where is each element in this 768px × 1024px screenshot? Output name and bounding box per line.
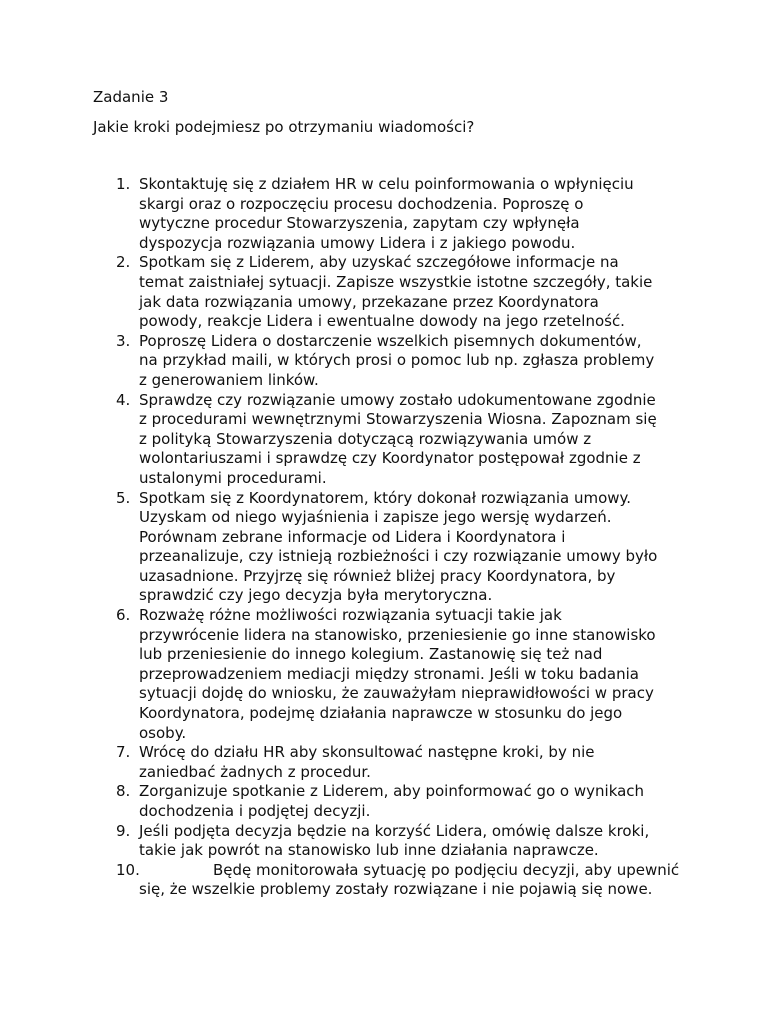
- list-item-text: [139, 743, 693, 782]
- list-item-line: takie jak powrót na stanowisko lub inne działania naprawcze.: [139, 841, 599, 860]
- document-title: Zadanie 3: [93, 88, 169, 106]
- list-item-number: 10.: [116, 860, 140, 879]
- list-item-line: Porównam zebrane informacje od Lidera i Koordynatora i: [139, 527, 566, 546]
- list-item-line: Koordynatora, podejmę działania naprawcze w stosunku do jego: [139, 704, 623, 723]
- list-item-text: [139, 861, 693, 900]
- list-item-line: Uzyskam od niego wyjaśnienia i zapisze jego wersję wydarzeń.: [139, 508, 612, 527]
- list-item-line: lub przeniesienie do innego kolegium. Zastanowię się też nad: [139, 645, 603, 664]
- list-item-line: Wrócę do działu HR aby skonsultować następne kroki, by nie: [139, 743, 595, 762]
- list-item: [93, 391, 693, 489]
- list-item-text: [139, 489, 693, 607]
- list-item-text: [139, 175, 693, 253]
- list-item-line: Jeśli podjęta decyzja będzie na korzyść Lidera, omówię dalsze kroki,: [139, 821, 650, 840]
- list-item-number: 9.: [116, 821, 131, 840]
- list-item-number: 6.: [116, 606, 131, 625]
- list-item-number: 8.: [116, 782, 131, 801]
- list-item-line: powody, reakcje Lidera i ewentualne dowody na jego rzetelność.: [139, 312, 625, 331]
- list-item: [93, 743, 693, 782]
- list-item-line: temat zaistniałej sytuacji. Zapisze wszystkie istotne szczegóły, takie: [139, 272, 653, 291]
- list-item-number: 1.: [116, 175, 131, 193]
- list-item-line: na przykład maili, w których prosi o pomoc lub np. zgłasza problemy: [139, 351, 655, 370]
- list-item-line: jak data rozwiązania umowy, przekazane przez Koordynatora: [139, 292, 599, 311]
- list-item-text: [139, 253, 693, 331]
- list-item-line: skargi oraz o rozpoczęciu procesu dochodzenia. Poproszę o: [139, 194, 584, 213]
- list-item-line: się, że wszelkie problemy zostały rozwiązane i nie pojawią się nowe.: [139, 880, 653, 899]
- list-item: [93, 253, 693, 331]
- list-item-number: 2.: [116, 253, 131, 272]
- list-item-text: [139, 606, 693, 743]
- list-item-line: sprawdzić czy jego decyzja była merytoryczna.: [139, 586, 493, 605]
- list-item: [93, 332, 693, 391]
- list-item-text: [139, 391, 693, 489]
- list-item: [93, 606, 693, 743]
- list-item: [93, 489, 693, 607]
- list-item-line: przeanalizuje, czy istnieją rozbieżności i czy rozwiązanie umowy było: [139, 547, 658, 566]
- list-item: [93, 782, 693, 821]
- list-item-line: uzasadnione. Przyjrzę się również bliżej pracy Koordynatora, by: [139, 566, 616, 585]
- list-item-line: dochodzenia i podjętej decyzji.: [139, 802, 371, 820]
- list-item-line: Skontaktuję się z działem HR w celu poinformowania o wpłynięciu: [139, 175, 634, 193]
- list-item-number: 3.: [116, 331, 131, 350]
- list-item-number: 5.: [116, 488, 131, 507]
- list-item-line: z polityką Stowarzyszenia dotyczącą rozwiązywania umów z: [139, 429, 592, 448]
- list-item-line: Będę monitorowała sytuację po podjęciu decyzji, aby upewnić: [213, 860, 680, 879]
- list-item-line: dyspozycja rozwiązania umowy Lidera i z jakiego powodu.: [139, 233, 576, 252]
- list-item-text: [139, 782, 693, 821]
- list-item-number: 7.: [116, 743, 131, 762]
- list-item: [93, 861, 693, 900]
- list-item-line: osoby.: [139, 723, 187, 742]
- list-item-line: Sprawdzę czy rozwiązanie umowy zostało udokumentowane zgodnie: [139, 390, 656, 409]
- list-item-line: Spotkam się z Koordynatorem, który dokonał rozwiązania umowy.: [139, 488, 632, 507]
- document-question: Jakie kroki podejmiesz po otrzymaniu wiadomości?: [93, 118, 475, 136]
- list-item-line: przeprowadzeniem mediacji między stronami. Jeśli w toku badania: [139, 664, 639, 683]
- list-item-line: wytyczne procedur Stowarzyszenia, zapytam czy wpłynęła: [139, 214, 580, 233]
- list-item-text: [139, 332, 693, 391]
- list-item-line: z procedurami wewnętrznymi Stowarzyszenia Wiosna. Zapoznam się: [139, 410, 657, 429]
- list-item-line: Spotkam się z Liderem, aby uzyskać szczegółowe informacje na: [139, 253, 619, 272]
- list-item-line: ustalonymi procedurami.: [139, 468, 327, 487]
- list-item-text: [139, 822, 693, 861]
- steps-list: [93, 175, 693, 900]
- list-item: [93, 175, 693, 253]
- list-item-line: wolontariuszami i sprawdzę czy Koordynator postępował zgodnie z: [139, 449, 641, 468]
- list-item-line: zaniedbać żadnych z procedur.: [139, 762, 371, 781]
- list-item-line: Rozważę różne możliwości rozwiązania sytuacji takie jak: [139, 606, 562, 625]
- list-item-line: Zorganizuje spotkanie z Liderem, aby poinformować go o wynikach: [139, 782, 645, 801]
- list-item-line: Poproszę Lidera o dostarczenie wszelkich pisemnych dokumentów,: [139, 331, 642, 350]
- list-item-number: 4.: [116, 390, 131, 409]
- list-item-line: przywrócenie lidera na stanowisko, przeniesienie go inne stanowisko: [139, 625, 656, 644]
- list-item: [93, 822, 693, 861]
- list-item-line: z generowaniem linków.: [139, 370, 319, 389]
- list-item-line: sytuacji dojdę do wniosku, że zauważyłam nieprawidłowości w pracy: [139, 684, 654, 703]
